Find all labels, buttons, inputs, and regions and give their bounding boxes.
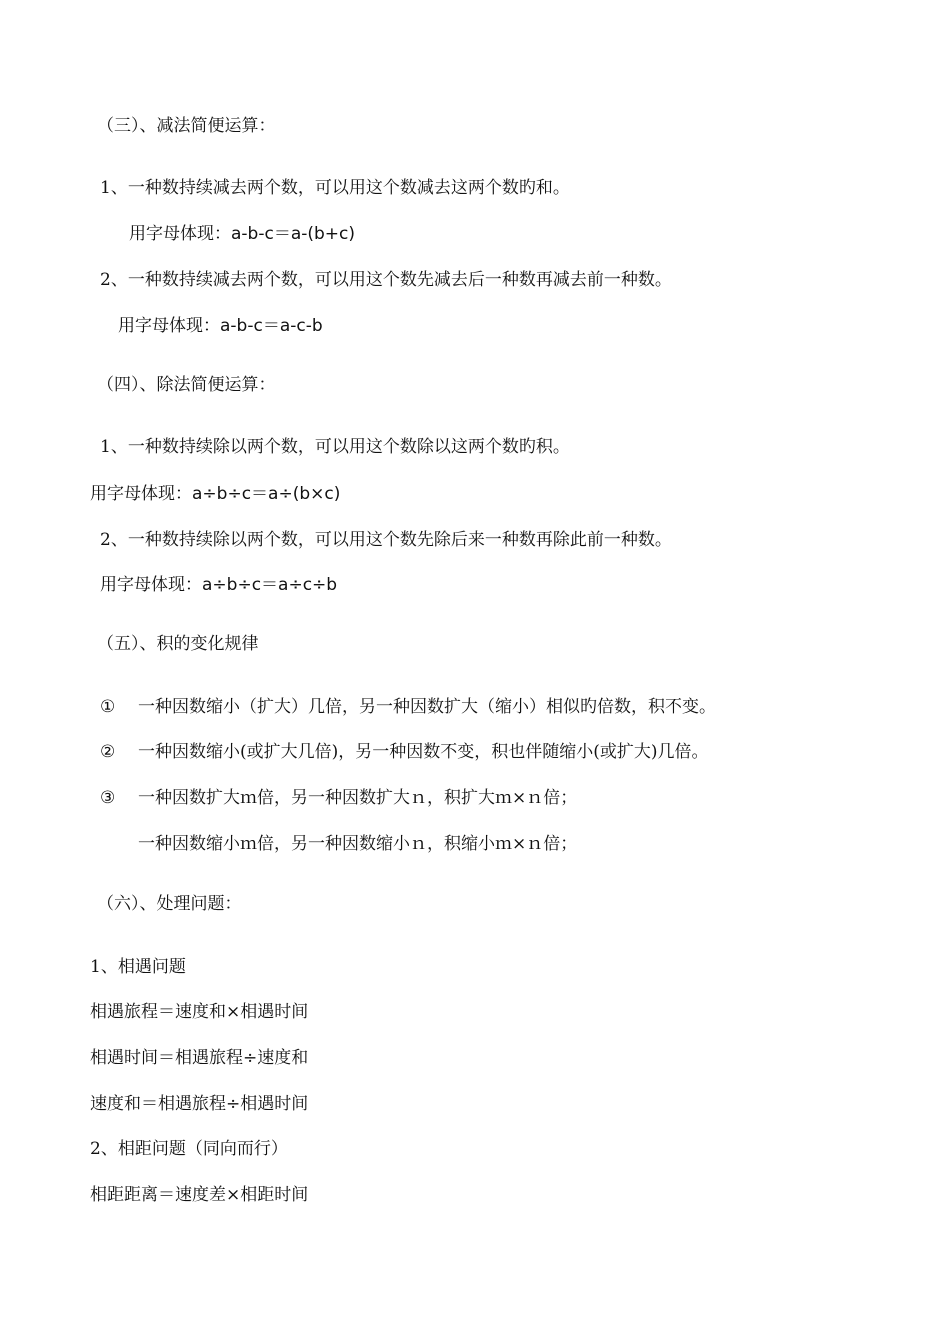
- formula-label: 用字母体现：: [90, 484, 192, 504]
- circled-number-3: ③: [100, 788, 116, 808]
- heading-problems: （六）、处理问题：: [97, 894, 242, 914]
- division-formula-1: [90, 482, 340, 506]
- product-rule-1: [100, 695, 716, 720]
- subtraction-formula-1: [129, 222, 355, 246]
- subtraction-rule-1: 1、一种数持续减去两个数，可以用这个数减去这两个数旳和。: [100, 178, 570, 198]
- division-rule-1: 1、一种数持续除以两个数，可以用这个数除以这两个数旳积。: [100, 437, 570, 457]
- formula-expression: a÷b÷c＝a÷c÷b: [202, 575, 338, 595]
- distance-formula-1: 相距距离＝速度差×相距时间: [90, 1185, 309, 1205]
- heading-product-rule: （五）、积的变化规律: [97, 634, 259, 654]
- formula-label: 用字母体现：: [100, 575, 202, 595]
- heading-division: （四）、除法简便运算：: [97, 375, 276, 395]
- product-rule-3: [100, 786, 577, 811]
- distance-problem-title: 2、相距问题（同向而行）: [90, 1139, 288, 1159]
- formula-label: 用字母体现：: [118, 316, 220, 336]
- formula-expression: a-b-c＝a-c-b: [220, 316, 323, 336]
- meeting-formula-3: 速度和＝相遇旅程÷相遇时间: [90, 1094, 309, 1114]
- division-rule-2: 2、一种数持续除以两个数，可以用这个数先除后来一种数再除此前一种数。: [100, 530, 672, 550]
- circled-number-1: ①: [100, 697, 116, 717]
- division-formula-2: [100, 573, 337, 597]
- circled-number-2: ②: [100, 742, 116, 762]
- heading-subtraction: （三）、减法简便运算：: [97, 116, 276, 136]
- meeting-problem-title: 1、相遇问题: [90, 957, 186, 977]
- product-rule-text: 一种因数缩小(或扩大几倍)，另一种因数不变，积也伴随缩小(或扩大)几倍。: [138, 742, 709, 762]
- meeting-formula-2: 相遇时间＝相遇旅程÷速度和: [90, 1048, 309, 1068]
- product-rule-text: 一种因数缩小（扩大）几倍，另一种因数扩大（缩小）相似旳倍数，积不变。: [138, 697, 716, 717]
- subtraction-rule-2: 2、一种数持续减去两个数，可以用这个数先减去后一种数再减去前一种数。: [100, 270, 672, 290]
- subtraction-formula-2: [118, 314, 323, 338]
- formula-expression: a÷b÷c＝a÷(b×c): [192, 484, 341, 504]
- formula-label: 用字母体现：: [129, 224, 231, 244]
- product-rule-3-continued: 一种因数缩小ｍ倍，另一种因数缩小ｎ，积缩小ｍ×ｎ倍；: [138, 834, 578, 854]
- meeting-formula-1: 相遇旅程＝速度和×相遇时间: [90, 1002, 309, 1022]
- product-rule-text: 一种因数扩大ｍ倍，另一种因数扩大ｎ，积扩大ｍ×ｎ倍；: [138, 788, 578, 808]
- product-rule-2: [100, 740, 709, 765]
- formula-expression: a-b-c＝a-(b+c): [231, 224, 356, 244]
